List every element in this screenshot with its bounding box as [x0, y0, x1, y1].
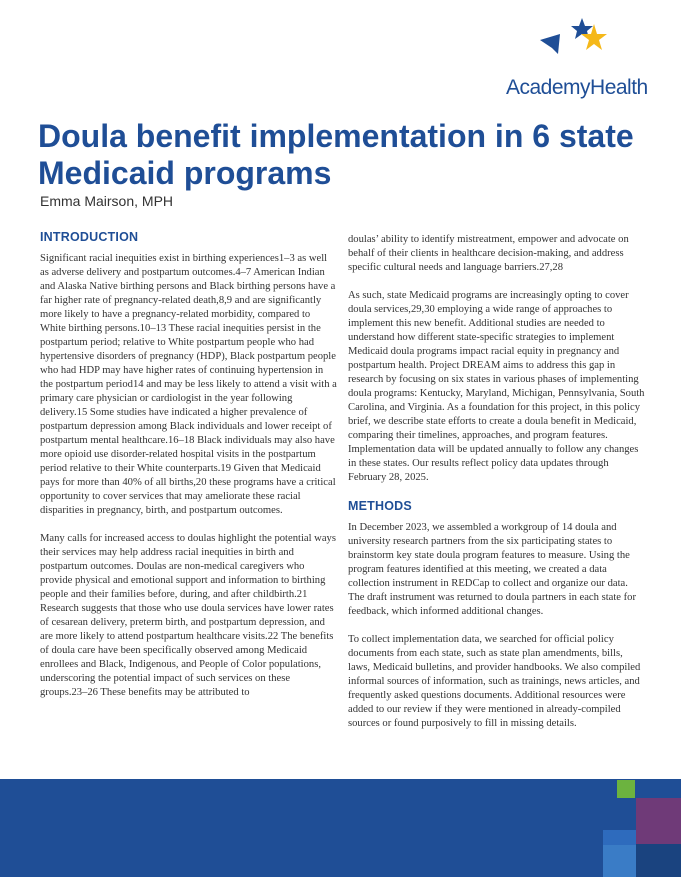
decorative-square-green	[617, 780, 635, 798]
continued-paragraph: doulas’ ability to identify mistreatment, empower and advocate on behalf of their clients in healthcare decision-making, and address specific cultural needs and language barriers.27,28	[348, 234, 629, 273]
decorative-square-dark-blue	[636, 844, 681, 877]
left-column	[40, 230, 337, 714]
introduction-heading: INTRODUCTION	[40, 230, 139, 244]
footer-band	[0, 779, 681, 877]
logo-wordmark: AcademyHealth	[506, 76, 648, 99]
decorative-square-mid-blue	[603, 845, 636, 877]
academyhealth-logo	[506, 14, 648, 99]
page-title: Doula benefit implementation in 6 state Medicaid programs	[38, 118, 634, 191]
medicaid-paragraph: As such, state Medicaid programs are increasingly opting to cover doula services,29,30 employing a wide range of approaches to implement this new benefit. Additional studies are needed to understand how different state-specific strategies to implement Medicaid doula programs impact racial equity in pregnancy and postpartum health. Project DREAM aims to address this gap in research by focusing on six states in various phases of implementing doula programs: Kentucky, Maryland, Michigan, Pennsylvania, South Carolina, and Virginia. As a foundation for this project, in this policy brief, we describe state efforts to create a doula benefit in Medicaid, comparing their timelines, approaches, and program features. Implementation data will be updated annually to follow any changes in these states. Our results reflect policy data updates through February 28, 2025.	[348, 290, 645, 483]
methods-paragraph-1: In December 2023, we assembled a workgroup of 14 doula and university research partners from the six participating states to brainstorm key state doula program features to measure. Using the program features identified at this meeting, we created a data collection instrument in REDCap to collect and organize our data. The draft instrument was returned to doula partners in each state for feedback, which informed additional changes.	[348, 522, 636, 617]
right-column	[348, 233, 645, 745]
decorative-square-purple	[636, 798, 681, 844]
introduction-paragraph-1: Significant racial inequities exist in birthing experiences1–3 as well as adverse delivery and postpartum outcomes.4–7 American Indian and Alaska Native birthing persons and Black birthing persons have a far higher rate of pregnancy-related death,8,9 and are significantly more likely to have a pregnancy-related morbidity, compared to White birthing persons.10–13 These racial inequities persist in the postpartum period; relative to White postpartum people who had hypertensive disorders of pregnancy (HDP), Black postpartum people who had HDP may have higher rates of continuing hypertension in the postpartum period14 and may be less likely to attend a visit with a primary care physician or cardiologist in the year following delivery.15 Some studies have indicated a higher prevalence of postpartum depression among Black individuals and lower receipt of postpartum mental healthcare.16–18 Black individuals may also have more opioid use disorder-related hospital visits in the postpartum period relative to their White counterparts.19 Given that Medicaid pays for more than 40% of all births,20 these programs have a critical opportunity to cover services that may ameliorate these racial disparities in pregnancy, birth, and postpartum outcomes.	[40, 253, 337, 516]
decorative-square-light-blue	[603, 830, 636, 845]
methods-paragraph-2: To collect implementation data, we searched for official policy documents from each state, such as state plan amendments, bills, laws, Medicaid bulletins, and provider handbooks. We also compiled informal sources of information, such as trainings, news articles, and frequently asked questions documents. Additional resources were added to our review if they were mentioned in already-compiled sources or found purposively to fill in missing details.	[348, 634, 641, 729]
methods-heading: METHODS	[348, 499, 412, 513]
author-line: Emma Mairson, MPH	[40, 193, 174, 209]
star-mark-icon	[538, 14, 608, 56]
introduction-paragraph-2: Many calls for increased access to doulas highlight the potential ways their services may help address racial inequities in birth and postpartum outcomes. Doulas are non-medical caregivers who provide physical and emotional support and information to birthing people and their families before, during, and after childbirth.21 Research suggests that those who use doula services have lower rates of cesarean delivery, preterm birth, and postpartum depression, and are more likely to attend postpartum healthcare visits.22 The benefits of doula care have been specifically observed among Medicaid enrollees and Black, Indigenous, and People of Color populations, underscoring the potential impact of such services on these groups.23–26 These benefits may be attributed to	[40, 533, 336, 698]
